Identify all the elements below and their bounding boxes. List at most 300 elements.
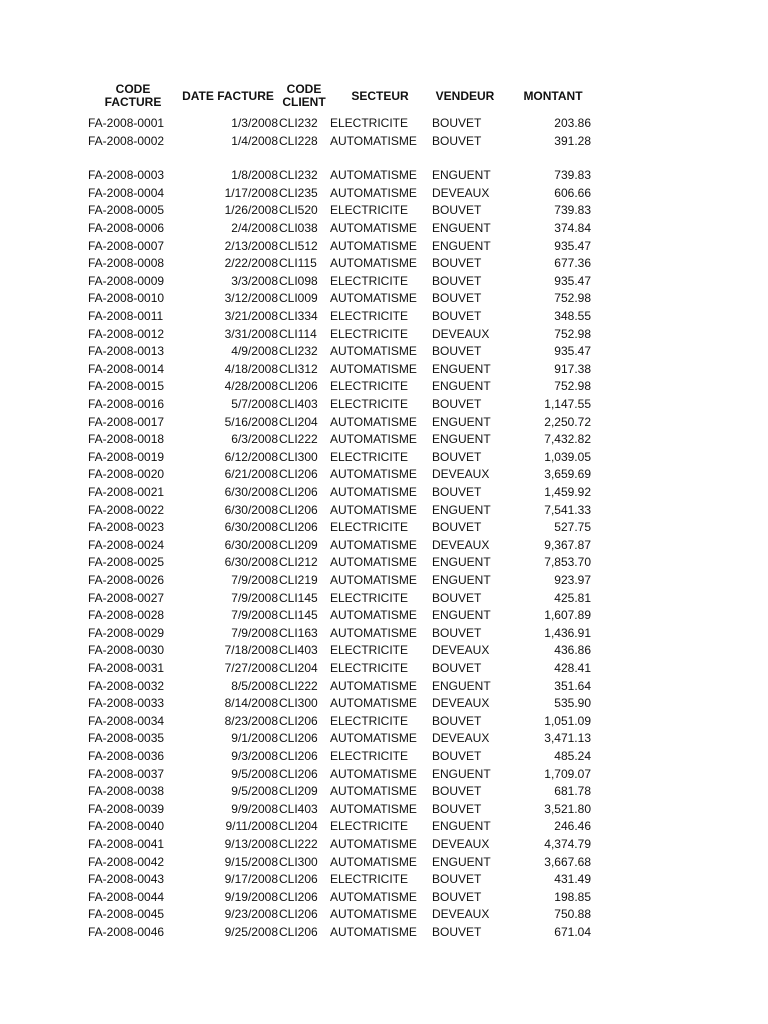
cell-code-facture: FA-2008-0001: [88, 116, 165, 130]
cell-code-facture: FA-2008-0021: [88, 485, 165, 499]
cell-vendeur: BOUVET: [432, 203, 482, 218]
cell-code-client: CLI209: [279, 784, 318, 799]
cell-date-facture: 5/7/2008: [231, 397, 278, 411]
cell-montant: 739.83: [554, 203, 591, 218]
cell-vendeur: BOUVET: [432, 256, 482, 271]
cell-date-facture: 6/21/2008: [224, 467, 278, 482]
cell-montant: 1,709.07: [544, 766, 591, 781]
cell-code-facture: FA-2008-0020: [88, 467, 165, 482]
cell-code-client: CLI114: [279, 326, 317, 341]
cell-secteur: AUTOMATISME: [330, 133, 417, 148]
cell-secteur: ELECTRICITE: [330, 379, 409, 394]
cell-secteur: AUTOMATISME: [330, 573, 417, 587]
cell-date-facture: 3/12/2008: [224, 291, 278, 306]
cell-secteur: ELECTRICITE: [330, 520, 409, 535]
cell-date-facture: 8/23/2008: [224, 713, 278, 728]
cell-date-facture: 9/11/2008: [225, 819, 278, 834]
cell-secteur: AUTOMATISME: [330, 678, 417, 693]
cell-secteur: AUTOMATISME: [330, 625, 417, 640]
cell-date-facture: 7/9/2008: [231, 590, 278, 605]
cell-code-client: CLI038: [279, 221, 318, 235]
cell-code-client: CLI235: [279, 185, 318, 200]
cell-code-client: CLI206: [279, 907, 318, 922]
header-code-facture: CODE FACTURE: [104, 82, 162, 109]
cell-montant: 7,432.82: [544, 432, 591, 447]
cell-secteur: AUTOMATISME: [330, 502, 417, 517]
cell-secteur: ELECTRICITE: [330, 273, 409, 288]
cell-vendeur: DEVEAUX: [432, 907, 490, 922]
cell-montant: 3,667.68: [544, 854, 591, 869]
table-row: [88, 115, 608, 133]
table-row: [88, 343, 608, 361]
cell-secteur: ELECTRICITE: [330, 309, 409, 323]
cell-code-client: CLI206: [279, 925, 318, 939]
cell-montant: 198.85: [554, 889, 591, 904]
cell-date-facture: 9/1/2008: [231, 731, 278, 746]
cell-code-facture: FA-2008-0043: [88, 872, 165, 887]
cell-code-facture: FA-2008-0016: [88, 397, 165, 411]
cell-date-facture: 9/17/2008: [224, 872, 278, 887]
cell-vendeur: ENGUENT: [432, 854, 491, 869]
cell-code-client: CLI145: [279, 608, 318, 623]
cell-code-client: CLI206: [279, 379, 318, 394]
cell-vendeur: ENGUENT: [432, 573, 491, 587]
cell-date-facture: 8/14/2008: [224, 696, 278, 711]
table-row: [88, 449, 608, 467]
cell-code-client: CLI219: [279, 573, 318, 587]
cell-code-facture: FA-2008-0046: [88, 925, 165, 939]
cell-code-facture: FA-2008-0029: [88, 625, 165, 640]
cell-code-client: CLI232: [279, 168, 318, 183]
cell-vendeur: BOUVET: [432, 520, 482, 535]
cell-vendeur: DEVEAUX: [432, 537, 490, 552]
cell-secteur: AUTOMATISME: [330, 784, 417, 799]
table-row: [88, 466, 608, 484]
table-row: [88, 660, 608, 678]
cell-code-client: CLI232: [279, 344, 318, 359]
cell-date-facture: 9/5/2008: [231, 784, 278, 799]
cell-vendeur: BOUVET: [432, 872, 482, 887]
cell-code-facture: FA-2008-0010: [88, 291, 165, 306]
cell-code-client: CLI403: [279, 801, 318, 816]
cell-montant: 246.46: [554, 819, 591, 834]
cell-vendeur: BOUVET: [432, 291, 482, 306]
cell-secteur: AUTOMATISME: [330, 221, 417, 235]
cell-vendeur: BOUVET: [432, 784, 482, 799]
cell-secteur: AUTOMATISME: [330, 854, 417, 869]
cell-montant: 752.98: [554, 326, 591, 341]
cell-secteur: ELECTRICITE: [330, 449, 409, 464]
cell-code-client: CLI206: [279, 766, 318, 781]
cell-date-facture: 4/9/2008: [231, 344, 278, 359]
cell-code-client: CLI115: [279, 256, 317, 271]
cell-montant: 935.47: [554, 344, 591, 359]
table-row: [88, 730, 608, 748]
cell-montant: 2,250.72: [544, 414, 591, 429]
cell-date-facture: 5/16/2008: [224, 414, 278, 429]
table-row: [88, 871, 608, 889]
cell-date-facture: 7/9/2008: [231, 608, 278, 623]
cell-vendeur: ENGUENT: [432, 168, 491, 183]
cell-secteur: ELECTRICITE: [330, 872, 409, 887]
cell-secteur: AUTOMATISME: [330, 925, 417, 939]
cell-vendeur: ENGUENT: [432, 221, 491, 235]
cell-code-facture: FA-2008-0004: [88, 185, 165, 200]
cell-vendeur: ENGUENT: [432, 414, 491, 429]
cell-date-facture: 6/3/2008: [231, 432, 278, 447]
cell-code-facture: FA-2008-0036: [88, 749, 165, 763]
cell-code-facture: FA-2008-0009: [88, 273, 165, 288]
cell-montant: 425.81: [554, 590, 591, 605]
cell-code-facture: FA-2008-0025: [88, 555, 165, 570]
cell-code-facture: FA-2008-0042: [88, 854, 165, 869]
cell-code-facture: FA-2008-0019: [88, 449, 165, 464]
table-row: [88, 414, 608, 432]
cell-code-client: CLI206: [279, 872, 318, 887]
cell-secteur: AUTOMATISME: [330, 907, 417, 922]
cell-secteur: AUTOMATISME: [330, 608, 417, 623]
cell-code-facture: FA-2008-0015: [88, 379, 165, 394]
cell-code-client: CLI403: [279, 397, 318, 411]
cell-code-client: CLI206: [279, 502, 318, 517]
cell-secteur: ELECTRICITE: [330, 661, 409, 675]
table-row: [88, 133, 608, 151]
table-row: [88, 590, 608, 608]
table-row: [88, 572, 608, 590]
cell-secteur: AUTOMATISME: [330, 467, 417, 482]
table-row: [88, 326, 608, 344]
cell-date-facture: 7/18/2008: [224, 643, 278, 658]
cell-code-facture: FA-2008-0041: [88, 837, 165, 851]
cell-date-facture: 9/5/2008: [231, 766, 278, 781]
cell-date-facture: 6/30/2008: [224, 555, 278, 570]
cell-secteur: AUTOMATISME: [330, 168, 417, 183]
cell-code-facture: FA-2008-0039: [88, 801, 165, 816]
cell-date-facture: 9/13/2008: [224, 837, 278, 851]
table-row: [88, 836, 608, 854]
cell-code-client: CLI228: [279, 133, 318, 148]
cell-code-facture: FA-2008-0022: [88, 502, 165, 517]
table-row: [88, 783, 608, 801]
cell-date-facture: 7/9/2008: [231, 573, 278, 587]
cell-date-facture: 9/23/2008: [224, 907, 278, 922]
cell-montant: 1,436.91: [544, 625, 591, 640]
cell-secteur: AUTOMATISME: [330, 837, 417, 851]
cell-date-facture: 3/31/2008: [224, 326, 278, 341]
cell-code-facture: FA-2008-0037: [88, 766, 165, 781]
cell-vendeur: DEVEAUX: [432, 185, 490, 200]
cell-date-facture: 7/9/2008: [231, 625, 278, 640]
cell-code-facture: FA-2008-0044: [88, 889, 165, 904]
cell-code-facture: FA-2008-0038: [88, 784, 165, 799]
cell-secteur: ELECTRICITE: [330, 643, 409, 658]
cell-secteur: ELECTRICITE: [330, 819, 409, 834]
cell-secteur: AUTOMATISME: [330, 256, 417, 271]
cell-code-client: CLI520: [279, 203, 318, 218]
cell-vendeur: BOUVET: [432, 344, 482, 359]
cell-code-client: CLI512: [279, 238, 318, 253]
cell-code-client: CLI206: [279, 485, 318, 499]
cell-secteur: ELECTRICITE: [330, 749, 409, 763]
cell-montant: 3,471.13: [544, 731, 591, 746]
cell-secteur: ELECTRICITE: [330, 713, 409, 728]
cell-vendeur: ENGUENT: [432, 555, 491, 570]
cell-code-client: CLI222: [279, 837, 318, 851]
table-row: [88, 185, 608, 203]
table-row: [88, 167, 608, 185]
cell-code-client: CLI204: [279, 414, 318, 429]
cell-montant: 739.83: [554, 168, 591, 183]
table-row: [88, 713, 608, 731]
cell-montant: 9,367.87: [544, 537, 591, 552]
cell-code-facture: FA-2008-0012: [88, 326, 165, 341]
table-row: [88, 801, 608, 819]
table-row: [88, 308, 608, 326]
cell-vendeur: BOUVET: [432, 925, 482, 939]
cell-code-facture: FA-2008-0002: [88, 133, 165, 148]
cell-vendeur: BOUVET: [432, 713, 482, 728]
table-row: [88, 519, 608, 537]
cell-code-client: CLI312: [279, 361, 318, 376]
cell-code-facture: FA-2008-0040: [88, 819, 165, 834]
cell-montant: 3,521.80: [544, 801, 591, 816]
table-row: [88, 378, 608, 396]
cell-montant: 671.04: [554, 925, 591, 939]
cell-vendeur: DEVEAUX: [432, 837, 490, 851]
cell-secteur: AUTOMATISME: [330, 555, 417, 570]
cell-montant: 1,039.05: [544, 449, 591, 464]
cell-code-client: CLI334: [279, 309, 318, 323]
cell-secteur: AUTOMATISME: [330, 291, 417, 306]
cell-code-client: CLI300: [279, 696, 318, 711]
cell-montant: 1,607.89: [544, 608, 591, 623]
cell-secteur: ELECTRICITE: [330, 326, 409, 341]
cell-montant: 485.24: [554, 749, 591, 763]
cell-date-facture: 1/3/2008: [231, 116, 278, 130]
cell-date-facture: 1/26/2008: [224, 203, 278, 218]
cell-secteur: AUTOMATISME: [330, 766, 417, 781]
cell-date-facture: 6/30/2008: [224, 485, 278, 499]
table-header: [88, 78, 608, 114]
table-row: [88, 924, 608, 942]
cell-code-client: CLI209: [279, 537, 318, 552]
cell-code-facture: FA-2008-0027: [88, 590, 165, 605]
cell-code-facture: FA-2008-0014: [88, 361, 165, 376]
cell-secteur: AUTOMATISME: [330, 731, 417, 746]
table-row: [88, 678, 608, 696]
cell-date-facture: 6/12/2008: [224, 449, 278, 464]
cell-secteur: AUTOMATISME: [330, 238, 417, 253]
cell-code-client: CLI163: [279, 625, 318, 640]
cell-code-client: CLI300: [279, 854, 318, 869]
header-code-client: CODE CLIENT: [282, 82, 326, 109]
cell-montant: 7,853.70: [544, 555, 591, 570]
cell-montant: 351.64: [554, 678, 591, 693]
cell-code-client: CLI222: [279, 432, 318, 447]
table-row: [88, 554, 608, 572]
cell-code-facture: FA-2008-0032: [88, 678, 165, 693]
cell-secteur: ELECTRICITE: [330, 397, 409, 411]
cell-code-client: CLI212: [279, 555, 318, 570]
table-row: [88, 642, 608, 660]
table-row: [88, 238, 608, 256]
cell-vendeur: ENGUENT: [432, 238, 491, 253]
cell-code-client: CLI206: [279, 731, 318, 746]
table-row: [88, 537, 608, 555]
cell-montant: 527.75: [554, 520, 591, 535]
table-row: [88, 748, 608, 766]
cell-montant: 606.66: [554, 185, 591, 200]
cell-code-facture: FA-2008-0018: [88, 432, 165, 447]
cell-date-facture: 1/17/2008: [224, 185, 278, 200]
cell-secteur: AUTOMATISME: [330, 485, 417, 499]
cell-montant: 1,051.09: [544, 713, 591, 728]
cell-code-facture: FA-2008-0024: [88, 537, 165, 552]
cell-montant: 428.41: [554, 661, 591, 675]
cell-code-facture: FA-2008-0017: [88, 414, 165, 429]
cell-date-facture: 4/28/2008: [224, 379, 278, 394]
cell-code-client: CLI206: [279, 713, 318, 728]
cell-code-client: CLI206: [279, 520, 318, 535]
cell-montant: 750.88: [554, 907, 591, 922]
cell-secteur: ELECTRICITE: [330, 203, 409, 218]
cell-montant: 935.47: [554, 273, 591, 288]
cell-montant: 436.86: [554, 643, 591, 658]
cell-montant: 752.98: [554, 379, 591, 394]
cell-montant: 1,459.92: [544, 485, 591, 499]
cell-code-client: CLI145: [279, 590, 318, 605]
cell-code-facture: FA-2008-0026: [88, 573, 165, 587]
cell-vendeur: BOUVET: [432, 273, 482, 288]
cell-montant: 1,147.55: [544, 397, 591, 411]
invoice-table: [88, 78, 608, 939]
cell-code-client: CLI204: [279, 819, 318, 834]
cell-vendeur: ENGUENT: [432, 361, 491, 376]
cell-code-client: CLI206: [279, 889, 318, 904]
cell-secteur: AUTOMATISME: [330, 801, 417, 816]
header-secteur: SECTEUR: [351, 88, 409, 103]
cell-date-facture: 9/25/2008: [224, 925, 278, 939]
cell-montant: 431.49: [554, 872, 591, 887]
cell-date-facture: 6/30/2008: [224, 537, 278, 552]
cell-code-client: CLI009: [279, 291, 318, 306]
table-row: [88, 361, 608, 379]
cell-code-client: CLI300: [279, 449, 318, 464]
cell-date-facture: 6/30/2008: [224, 520, 278, 535]
cell-code-facture: FA-2008-0030: [88, 643, 165, 658]
cell-code-facture: FA-2008-0033: [88, 696, 165, 711]
cell-secteur: AUTOMATISME: [330, 537, 417, 552]
table-row: [88, 290, 608, 308]
cell-vendeur: ENGUENT: [432, 608, 491, 623]
cell-secteur: ELECTRICITE: [330, 116, 409, 130]
table-row: [88, 202, 608, 220]
cell-code-client: CLI222: [279, 678, 318, 693]
table-row: [88, 220, 608, 238]
header-date-facture: DATE FACTURE: [182, 88, 274, 103]
cell-secteur: AUTOMATISME: [330, 185, 417, 200]
cell-date-facture: 9/3/2008: [231, 749, 278, 763]
cell-date-facture: 8/5/2008: [231, 678, 278, 693]
cell-secteur: AUTOMATISME: [330, 432, 417, 447]
table-row: [88, 695, 608, 713]
cell-code-client: CLI204: [279, 661, 318, 675]
cell-montant: 391.28: [554, 133, 591, 148]
table-row: [88, 255, 608, 273]
cell-code-client: CLI403: [279, 643, 318, 658]
cell-vendeur: DEVEAUX: [432, 467, 490, 482]
cell-vendeur: BOUVET: [432, 889, 482, 904]
cell-vendeur: BOUVET: [432, 449, 482, 464]
cell-vendeur: BOUVET: [432, 116, 482, 130]
cell-code-facture: FA-2008-0031: [88, 661, 165, 675]
cell-date-facture: 1/8/2008: [231, 168, 278, 183]
cell-code-facture: FA-2008-0006: [88, 221, 165, 235]
cell-vendeur: BOUVET: [432, 309, 482, 323]
cell-date-facture: 9/19/2008: [224, 889, 278, 904]
cell-date-facture: 9/15/2008: [224, 854, 278, 869]
cell-code-facture: FA-2008-0034: [88, 713, 165, 728]
cell-montant: 374.84: [554, 221, 591, 235]
cell-code-client: CLI206: [279, 749, 318, 763]
cell-vendeur: BOUVET: [432, 749, 482, 763]
table-row: [88, 396, 608, 414]
table-row: [88, 431, 608, 449]
table-row: [88, 273, 608, 291]
cell-secteur: AUTOMATISME: [330, 889, 417, 904]
cell-vendeur: DEVEAUX: [432, 643, 490, 658]
cell-date-facture: 1/4/2008: [231, 133, 278, 148]
cell-date-facture: 2/22/2008: [224, 256, 278, 271]
table-row: [88, 906, 608, 924]
table-row: [88, 502, 608, 520]
table-row: [88, 766, 608, 784]
cell-secteur: AUTOMATISME: [330, 344, 417, 359]
cell-code-client: CLI232: [279, 116, 318, 130]
cell-montant: 681.78: [554, 784, 591, 799]
cell-date-facture: 6/30/2008: [224, 502, 278, 517]
cell-vendeur: BOUVET: [432, 590, 482, 605]
cell-code-facture: FA-2008-0013: [88, 344, 165, 359]
cell-vendeur: BOUVET: [432, 661, 482, 675]
cell-montant: 935.47: [554, 238, 591, 253]
cell-vendeur: ENGUENT: [432, 819, 491, 834]
cell-vendeur: ENGUENT: [432, 766, 491, 781]
cell-montant: 535.90: [554, 696, 591, 711]
cell-vendeur: DEVEAUX: [432, 696, 490, 711]
cell-vendeur: ENGUENT: [432, 432, 491, 447]
table-row: [88, 625, 608, 643]
cell-secteur: ELECTRICITE: [330, 590, 409, 605]
cell-date-facture: 2/4/2008: [231, 221, 278, 235]
cell-date-facture: 4/18/2008: [224, 361, 278, 376]
cell-code-facture: FA-2008-0008: [88, 256, 165, 271]
table-row: [88, 484, 608, 502]
cell-code-facture: FA-2008-0007: [88, 238, 165, 253]
cell-vendeur: DEVEAUX: [432, 731, 490, 746]
cell-secteur: AUTOMATISME: [330, 414, 417, 429]
cell-vendeur: ENGUENT: [432, 502, 491, 517]
cell-code-facture: FA-2008-0011: [88, 309, 164, 323]
header-montant: MONTANT: [523, 88, 583, 103]
cell-montant: 4,374.79: [544, 837, 591, 851]
cell-vendeur: BOUVET: [432, 625, 482, 640]
cell-secteur: AUTOMATISME: [330, 696, 417, 711]
table-row: [88, 607, 608, 625]
cell-vendeur: ENGUENT: [432, 379, 491, 394]
cell-montant: 917.38: [554, 361, 591, 376]
cell-montant: 677.36: [554, 256, 591, 271]
